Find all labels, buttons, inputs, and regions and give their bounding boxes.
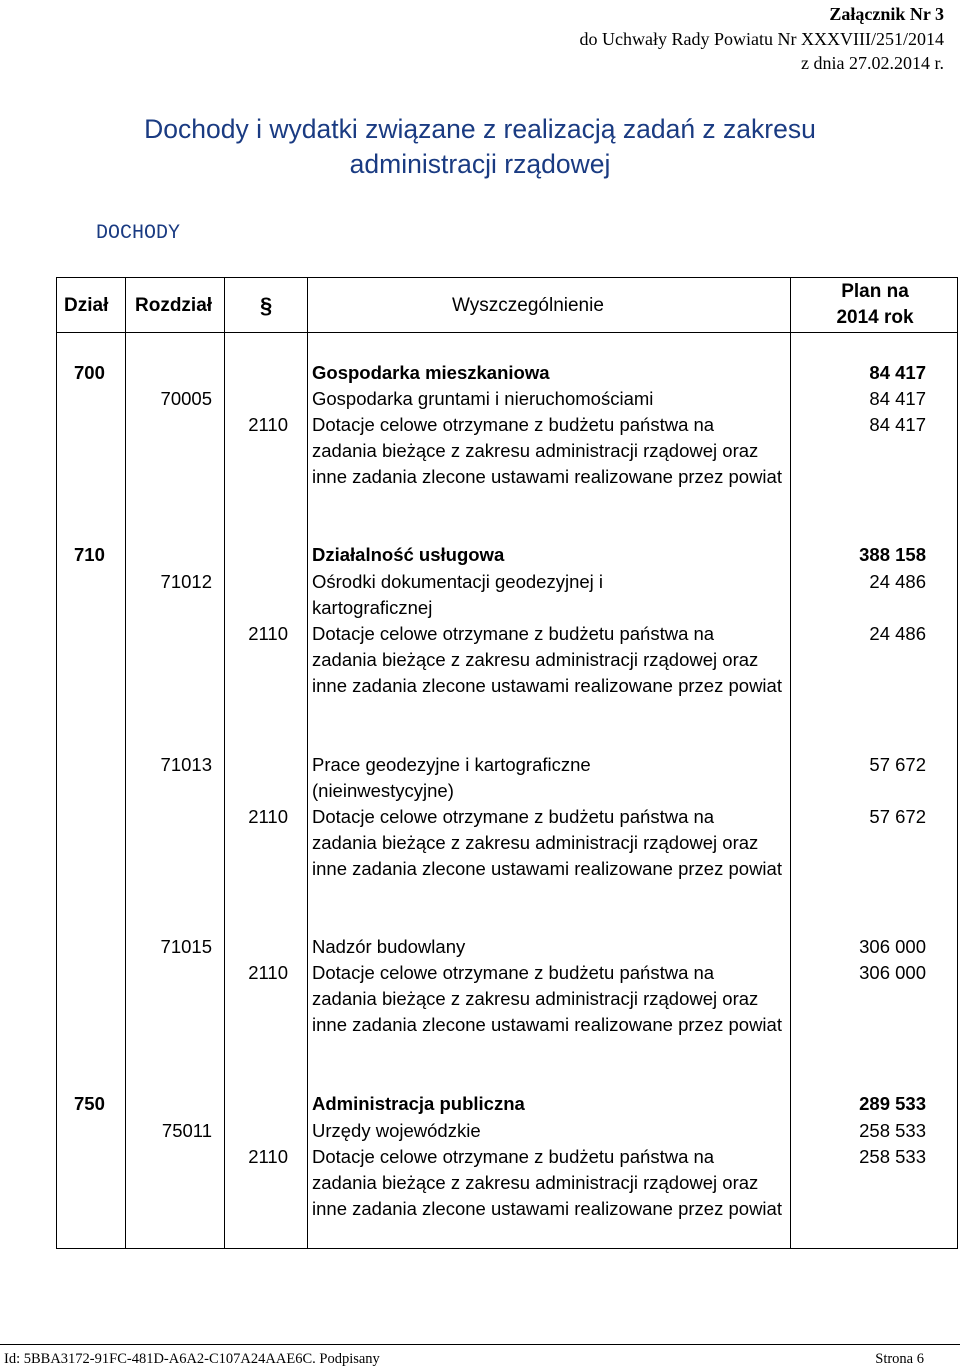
header-plan (796, 279, 954, 331)
row-plan: 57 672 (869, 754, 926, 775)
row-paragraf: 2110 (248, 623, 288, 644)
row-rozdzial: 71015 (160, 936, 212, 957)
resolution-date: z dnia 27.02.2014 r. (801, 53, 944, 73)
row-description: Administracja publiczna (312, 1093, 525, 1114)
col-divider-2 (224, 277, 225, 1249)
section-label: DOCHODY (96, 222, 181, 245)
row-plan: 258 533 (859, 1146, 926, 1167)
table-header-border (56, 332, 958, 333)
row-paragraf: 2110 (248, 414, 288, 435)
row-plan: 388 158 (859, 544, 926, 565)
row-plan: 84 417 (869, 414, 926, 435)
row-plan: 57 672 (869, 806, 926, 827)
title-line-2: administracji rządowej (349, 149, 611, 179)
row-plan: 289 533 (859, 1093, 926, 1114)
row-dzial: 700 (74, 362, 105, 383)
header-rozdzial: Rozdział (135, 295, 213, 316)
row-plan: 258 533 (859, 1120, 926, 1141)
row-plan: 306 000 (859, 936, 926, 957)
page-number: Strona 6 (875, 1351, 924, 1367)
row-description: Dotacje celowe otrzymane z budżetu państwa na zadania bieżące z zakresu administracji rządowej oraz inne zadania zlecone ustawami realizowane przez powiat (312, 1146, 782, 1219)
row-paragraf: 2110 (248, 962, 288, 983)
row-description: Dotacje celowe otrzymane z budżetu państwa na zadania bieżące z zakresu administracji rządowej oraz inne zadania zlecone ustawami realizowane przez powiat (312, 414, 782, 487)
row-rozdzial: 75011 (161, 1120, 212, 1141)
header-plan-line-1: Plan na (841, 281, 909, 302)
header-opis: Wyszczególnienie (452, 295, 604, 316)
row-description: Nadzór budowlany (312, 936, 466, 957)
row-description: Prace geodezyjne i kartograficzne (nieinwestycyjne) (312, 754, 591, 801)
table-top-border (56, 277, 958, 278)
row-description: Ośrodki dokumentacji geodezyjnej i kartograficznej (312, 571, 604, 618)
col-divider-1 (125, 277, 126, 1249)
row-plan: 24 486 (869, 623, 926, 644)
row-rozdzial: 71013 (160, 754, 212, 775)
header-dzial: Dział (64, 295, 109, 316)
row-description: Działalność usługowa (312, 544, 505, 565)
table-left-border (56, 277, 57, 1249)
row-paragraf: 2110 (248, 806, 288, 827)
row-description: Gospodarka gruntami i nieruchomościami (312, 388, 654, 409)
row-description: Dotacje celowe otrzymane z budżetu państwa na zadania bieżące z zakresu administracji rządowej oraz inne zadania zlecone ustawami realizowane przez powiat (312, 806, 782, 879)
row-description: Urzędy wojewódzkie (312, 1120, 481, 1141)
document-title (0, 112, 960, 182)
title-line-1: Dochody i wydatki związane z realizacją zadań z zakresu (144, 114, 816, 144)
row-dzial: 710 (74, 544, 105, 565)
resolution-reference: do Uchwały Rady Powiatu Nr XXXVIII/251/2014 (579, 28, 944, 49)
col-divider-4 (790, 277, 791, 1249)
row-paragraf: 2110 (248, 1146, 288, 1167)
footer-divider (0, 1344, 960, 1345)
row-plan: 84 417 (869, 362, 926, 383)
row-plan: 24 486 (869, 571, 926, 592)
header-paragraf: § (260, 293, 273, 318)
row-rozdzial: 71012 (160, 571, 212, 592)
row-plan: 84 417 (869, 388, 926, 409)
row-plan: 306 000 (859, 962, 926, 983)
row-description: Dotacje celowe otrzymane z budżetu państwa na zadania bieżące z zakresu administracji rządowej oraz inne zadania zlecone ustawami realizowane przez powiat (312, 962, 782, 1035)
header-plan-line-2: 2014 rok (836, 307, 914, 328)
table-right-border (957, 277, 958, 1249)
row-description: Dotacje celowe otrzymane z budżetu państwa na zadania bieżące z zakresu administracji rządowej oraz inne zadania zlecone ustawami realizowane przez powiat (312, 623, 782, 696)
document-id: Id: 5BBA3172-91FC-481D-A6A2-C107A24AAE6C. Podpisany (4, 1351, 380, 1367)
table-bottom-border (56, 1248, 958, 1249)
col-divider-3 (307, 277, 308, 1249)
row-description: Gospodarka mieszkaniowa (312, 362, 550, 383)
row-dzial: 750 (74, 1093, 105, 1114)
attachment-header (580, 2, 944, 76)
attachment-number: Załącznik Nr 3 (829, 4, 944, 24)
row-rozdzial: 70005 (160, 388, 212, 409)
